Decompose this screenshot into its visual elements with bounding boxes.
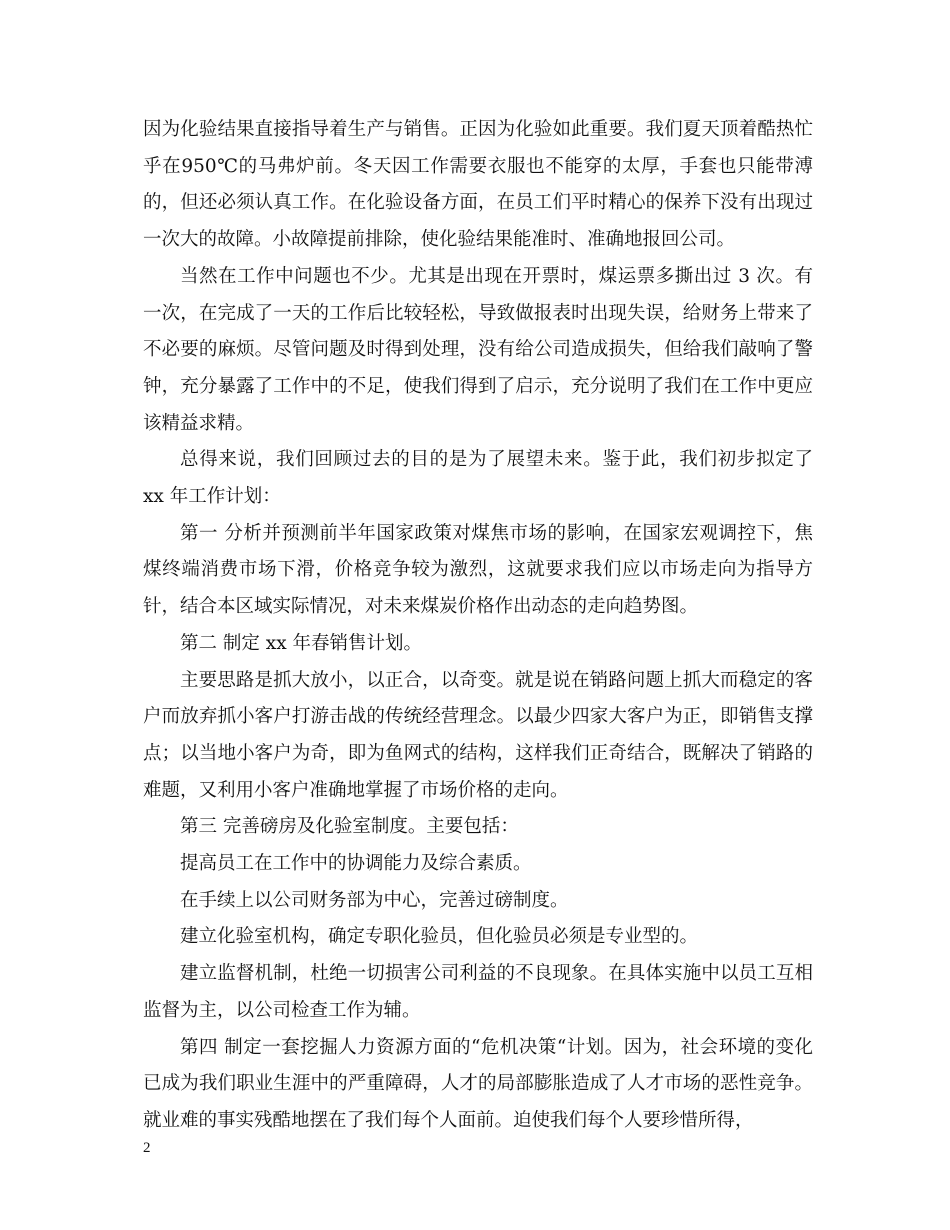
paragraph-1: 因为化验结果直接指导着生产与销售。正因为化验如此重要。我们夏天顶着酷热忙乎在950℃的马弗炉前。冬天因工作需要衣服也不能穿的太厚，手套也只能带溥的，但还必须认真工作。在化验设备方面，在员工们平时精心的保养下没有出现过一次大的故障。小故障提前排除，使化验结果能准时、准确地报回公司。: [143, 119, 813, 251]
body-text: [143, 112, 813, 1140]
page-number: 2: [143, 1140, 151, 1156]
paragraph-6: 主要思路是抓大放小，以正合，以奇变。就是说在销路问题上抓大而稳定的客户而放弃抓小客户打游击战的传统经营理念。以最少四家大客户为正，即销售支撑点；以当地小客户为奇，即为鱼网式的结构，这样我们正奇结合，既解决了销路的难题，又利用小客户准确地掌握了市场价格的走向。: [143, 669, 813, 801]
paragraph-9: 在手续上以公司财务部为中心，完善过磅制度。: [180, 889, 569, 911]
paragraph-7: 第三 完善磅房及化验室制度。主要包括：: [180, 816, 519, 838]
paragraph-5: 第二 制定 xx 年春销售计划。: [180, 632, 423, 654]
paragraph-10: 建立化验室机构，确定专职化验员，但化验员必须是专业型的。: [180, 926, 699, 948]
paragraph-8: 提高员工在工作中的协调能力及综合素质。: [180, 853, 532, 875]
paragraph-2: 当然在工作中问题也不少。尤其是出现在开票时，煤运票多撕出过 3 次。有一次，在完成了一天的工作后比较轻松，导致做报表时出现失误，给财务上带来了不必要的麻烦。尽管问题及时得到处理，没有给公司造成损失，但给我们敲响了警钟，充分暴露了工作中的不足，使我们得到了启示，充分说明了我们在工作中更应该精益求精。: [143, 265, 813, 434]
paragraph-12: 第四 制定一套挖掘人力资源方面的“危机决策“计划。因为，社会环境的变化已成为我们职业生涯中的严重障碍，人才的局部膨胀造成了人才市场的恶性竞争。就业难的事实残酷地摆在了我们每个人面前。迫使我们每个人要珍惜所得，: [143, 1036, 813, 1131]
paragraph-11: 建立监督机制，杜绝一切损害公司利益的不良现象。在具体实施中以员工互相监督为主，以公司检查工作为辅。: [143, 963, 813, 1021]
paragraph-3: 总得来说，我们回顾过去的目的是为了展望未来。鉴于此，我们初步拟定了 xx 年工作计划：: [143, 449, 813, 508]
paragraph-4: 第一 分析并预测前半年国家政策对煤焦市场的影响，在国家宏观调控下，焦煤终端消费市场下滑，价格竞争较为激烈，这就要求我们应以市场走向为指导方针，结合本区域实际情况，对未来煤炭价格作出动态的走向趋势图。: [143, 522, 813, 618]
